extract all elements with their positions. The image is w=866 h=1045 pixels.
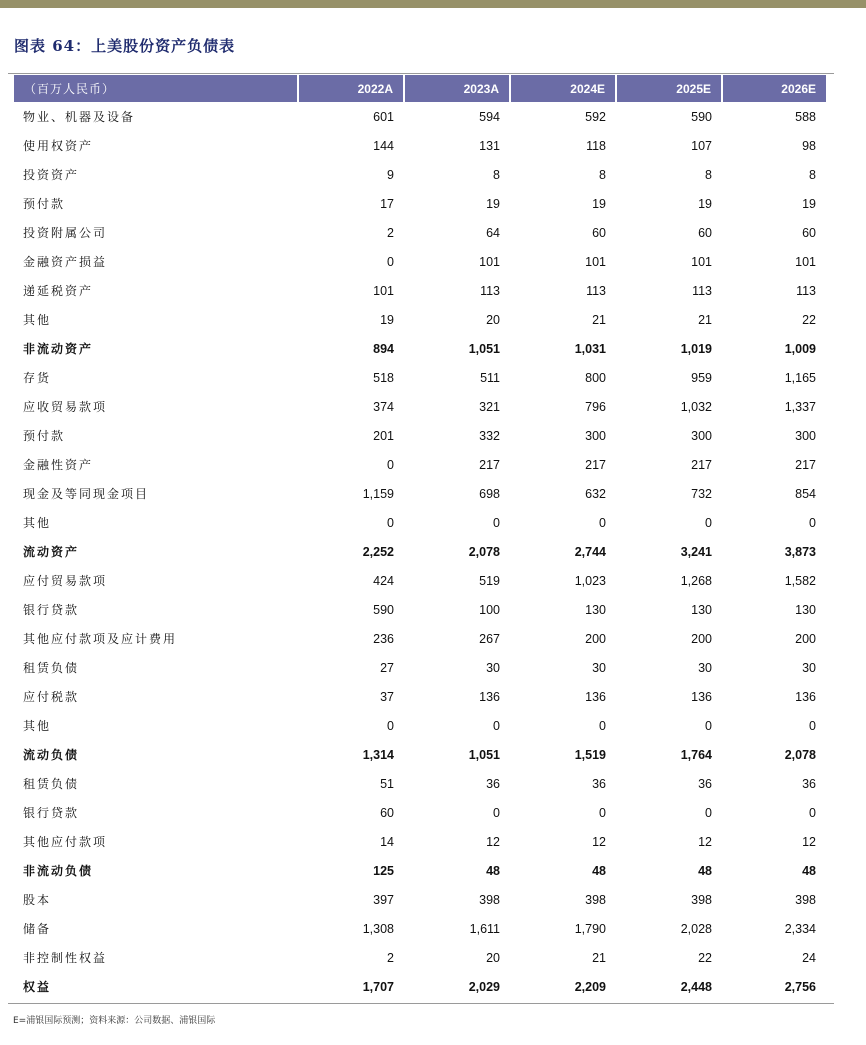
- row-value: 0: [809, 515, 816, 530]
- row-value: 20: [486, 950, 500, 965]
- row-value: 0: [599, 718, 606, 733]
- row-value: 60: [380, 805, 394, 820]
- row-value: 267: [479, 631, 500, 646]
- row-value: 1,268: [680, 573, 712, 588]
- row-value: 424: [373, 573, 394, 588]
- row-value: 8: [493, 167, 500, 182]
- table-row: [14, 363, 826, 392]
- row-value: 14: [380, 834, 394, 849]
- row-value: 17: [380, 196, 394, 211]
- row-value: 130: [585, 602, 606, 617]
- row-value: 22: [698, 950, 712, 965]
- row-value: 19: [592, 196, 606, 211]
- row-value: 0: [705, 805, 712, 820]
- row-label: 其他: [23, 719, 52, 733]
- row-label: 物业、机器及设备: [23, 110, 136, 124]
- row-value: 136: [691, 689, 712, 704]
- row-value: 300: [795, 428, 816, 443]
- table-row: [14, 450, 826, 479]
- table-top-rule: [8, 73, 834, 74]
- table-row: [14, 131, 826, 160]
- row-value: 113: [480, 283, 500, 298]
- row-label: 存货: [23, 371, 52, 385]
- table-row: [14, 566, 826, 595]
- row-value: 36: [592, 776, 606, 791]
- table-row: [14, 943, 826, 972]
- row-label: 金融资产损益: [23, 255, 108, 269]
- row-value: 19: [486, 196, 500, 211]
- row-value: 2,028: [680, 921, 712, 936]
- row-value: 22: [802, 312, 816, 327]
- row-value: 113: [796, 283, 816, 298]
- row-label: 其他应付款项及应计费用: [23, 632, 178, 646]
- row-value: 398: [691, 892, 712, 907]
- row-value: 36: [802, 776, 816, 791]
- table-row: [14, 624, 826, 653]
- row-value: 511: [480, 370, 500, 385]
- table-row: [14, 102, 826, 131]
- row-value: 2: [387, 225, 394, 240]
- row-label: 其他: [23, 516, 52, 530]
- row-value: 12: [486, 834, 500, 849]
- row-value: 200: [585, 631, 606, 646]
- table-row: [14, 305, 826, 334]
- row-value: 9: [387, 167, 394, 182]
- row-value: 101: [373, 283, 394, 298]
- row-value: 101: [479, 254, 500, 269]
- row-label: 现金及等同现金项目: [23, 487, 150, 501]
- table-row: [14, 276, 826, 305]
- row-value: 101: [585, 254, 606, 269]
- table-row: [14, 218, 826, 247]
- row-value: 1,051: [468, 341, 500, 356]
- row-value: 113: [692, 283, 712, 298]
- row-value: 19: [802, 196, 816, 211]
- row-value: 136: [795, 689, 816, 704]
- row-value: 118: [586, 138, 606, 153]
- table-header-row: [14, 75, 826, 102]
- row-value: 51: [380, 776, 394, 791]
- row-value: 1,159: [362, 486, 394, 501]
- row-value: 2: [387, 950, 394, 965]
- row-label: 其他: [23, 313, 52, 327]
- row-value: 200: [691, 631, 712, 646]
- row-value: 136: [585, 689, 606, 704]
- row-value: 2,252: [362, 544, 394, 559]
- table-row: [14, 769, 826, 798]
- year-header: 2024E: [510, 75, 616, 102]
- row-value: 200: [795, 631, 816, 646]
- table-row: [14, 740, 826, 769]
- row-label: 租赁负债: [23, 777, 80, 791]
- row-value: 1,519: [574, 747, 606, 762]
- row-label: 银行贷款: [23, 603, 80, 617]
- row-value: 21: [698, 312, 712, 327]
- table-row: [14, 421, 826, 450]
- row-value: 1,314: [362, 747, 394, 762]
- row-value: 397: [373, 892, 394, 907]
- row-label: 权益: [23, 980, 52, 994]
- row-value: 217: [691, 457, 712, 472]
- table-row: [14, 595, 826, 624]
- row-value: 48: [802, 863, 816, 878]
- row-value: 30: [592, 660, 606, 675]
- row-value: 332: [479, 428, 500, 443]
- top-color-band: [0, 0, 866, 8]
- row-label: 预付款: [23, 429, 66, 443]
- row-value: 201: [373, 428, 394, 443]
- row-label: 流动资产: [23, 545, 80, 559]
- table-row: [14, 856, 826, 885]
- row-value: 300: [585, 428, 606, 443]
- table-row: [14, 827, 826, 856]
- row-value: 101: [691, 254, 712, 269]
- row-value: 0: [705, 515, 712, 530]
- row-value: 12: [592, 834, 606, 849]
- row-value: 21: [592, 950, 606, 965]
- row-value: 1,165: [784, 370, 816, 385]
- row-value: 1,707: [362, 979, 394, 994]
- row-value: 374: [373, 399, 394, 414]
- row-value: 1,032: [680, 399, 712, 414]
- row-value: 594: [479, 109, 500, 124]
- table-row: [14, 479, 826, 508]
- row-value: 1,582: [784, 573, 816, 588]
- row-value: 217: [585, 457, 606, 472]
- row-value: 1,031: [574, 341, 606, 356]
- row-value: 30: [486, 660, 500, 675]
- table-row: [14, 247, 826, 276]
- year-header: 2026E: [722, 75, 826, 102]
- row-value: 732: [691, 486, 712, 501]
- row-value: 592: [585, 109, 606, 124]
- row-value: 2,334: [784, 921, 816, 936]
- row-label: 预付款: [23, 197, 66, 211]
- row-value: 48: [698, 863, 712, 878]
- row-value: 601: [373, 109, 394, 124]
- row-value: 321: [479, 399, 500, 414]
- row-value: 30: [802, 660, 816, 675]
- table-row: [14, 334, 826, 363]
- table-row: [14, 682, 826, 711]
- row-value: 12: [698, 834, 712, 849]
- table-row: [14, 537, 826, 566]
- row-label: 股本: [23, 893, 52, 907]
- row-value: 36: [698, 776, 712, 791]
- row-value: 300: [691, 428, 712, 443]
- row-value: 398: [795, 892, 816, 907]
- row-value: 632: [585, 486, 606, 501]
- row-value: 2,078: [468, 544, 500, 559]
- row-value: 1,611: [469, 921, 500, 936]
- row-value: 398: [585, 892, 606, 907]
- row-value: 0: [387, 457, 394, 472]
- row-value: 8: [599, 167, 606, 182]
- row-value: 60: [698, 225, 712, 240]
- row-value: 2,078: [784, 747, 816, 762]
- row-value: 1,023: [574, 573, 606, 588]
- row-value: 854: [795, 486, 816, 501]
- row-value: 894: [373, 341, 394, 356]
- row-label: 使用权资产: [23, 139, 94, 153]
- row-value: 1,337: [784, 399, 816, 414]
- row-value: 131: [479, 138, 500, 153]
- table-row: [14, 653, 826, 682]
- table-row: [14, 711, 826, 740]
- row-value: 64: [486, 225, 500, 240]
- row-value: 101: [795, 254, 816, 269]
- row-value: 2,209: [574, 979, 606, 994]
- row-value: 27: [380, 660, 394, 675]
- row-value: 698: [479, 486, 500, 501]
- table-row: [14, 508, 826, 537]
- row-value: 590: [691, 109, 712, 124]
- row-value: 8: [809, 167, 816, 182]
- table-row: [14, 189, 826, 218]
- year-header: 2022A: [298, 75, 404, 102]
- row-value: 1,009: [784, 341, 816, 356]
- row-value: 236: [373, 631, 394, 646]
- row-value: 1,790: [574, 921, 606, 936]
- row-value: 1,764: [680, 747, 712, 762]
- row-value: 100: [479, 602, 500, 617]
- row-value: 21: [592, 312, 606, 327]
- row-value: 19: [380, 312, 394, 327]
- row-label: 应付税款: [23, 690, 80, 704]
- unit-label-header: （百万人民币）: [14, 75, 298, 102]
- row-label: 储备: [23, 922, 52, 936]
- row-value: 136: [479, 689, 500, 704]
- row-value: 588: [795, 109, 816, 124]
- row-value: 2,744: [574, 544, 606, 559]
- table-row: [14, 972, 826, 1001]
- row-value: 0: [705, 718, 712, 733]
- row-label: 非控制性权益: [23, 951, 108, 965]
- row-label: 投资资产: [23, 168, 80, 182]
- row-value: 0: [493, 805, 500, 820]
- row-value: 217: [795, 457, 816, 472]
- row-value: 398: [479, 892, 500, 907]
- row-value: 518: [373, 370, 394, 385]
- row-value: 60: [802, 225, 816, 240]
- row-label: 非流动资产: [23, 342, 94, 356]
- row-value: 107: [691, 138, 712, 153]
- row-value: 2,029: [468, 979, 500, 994]
- row-value: 144: [373, 138, 394, 153]
- row-value: 2,448: [680, 979, 712, 994]
- figure-title: 图表 64：上美股份资产负债表: [14, 37, 236, 55]
- row-value: 130: [691, 602, 712, 617]
- row-label: 租赁负债: [23, 661, 80, 675]
- year-header: 2025E: [616, 75, 722, 102]
- row-label: 应付贸易款项: [23, 574, 108, 588]
- row-label: 流动负债: [23, 748, 80, 762]
- row-label: 投资附属公司: [23, 226, 108, 240]
- row-label: 金融性资产: [23, 458, 94, 472]
- row-value: 519: [479, 573, 500, 588]
- row-value: 590: [373, 602, 394, 617]
- row-value: 36: [486, 776, 500, 791]
- row-label: 其他应付款项: [23, 835, 108, 849]
- table-row: [14, 798, 826, 827]
- table-bottom-rule: [8, 1003, 834, 1004]
- row-value: 37: [380, 689, 394, 704]
- row-value: 60: [592, 225, 606, 240]
- row-value: 0: [493, 515, 500, 530]
- row-value: 24: [802, 950, 816, 965]
- row-value: 0: [387, 254, 394, 269]
- row-value: 98: [802, 138, 816, 153]
- source-footnote: E=浦银国际预测；资料来源：公司数据、浦银国际: [13, 1016, 216, 1026]
- table-row: [14, 392, 826, 421]
- row-value: 125: [373, 863, 394, 878]
- table-row: [14, 160, 826, 189]
- table-row: [14, 885, 826, 914]
- row-value: 8: [705, 167, 712, 182]
- row-value: 19: [698, 196, 712, 211]
- row-value: 20: [486, 312, 500, 327]
- year-header: 2023A: [404, 75, 510, 102]
- row-label: 非流动负债: [23, 864, 94, 878]
- row-value: 2,756: [784, 979, 816, 994]
- row-label: 银行贷款: [23, 806, 80, 820]
- row-value: 0: [809, 718, 816, 733]
- row-value: 0: [599, 805, 606, 820]
- row-value: 3,873: [784, 544, 816, 559]
- row-label: 递延税资产: [23, 284, 94, 298]
- row-value: 0: [809, 805, 816, 820]
- row-label: 应收贸易款项: [23, 400, 108, 414]
- row-value: 959: [691, 370, 712, 385]
- row-value: 0: [387, 515, 394, 530]
- row-value: 12: [802, 834, 816, 849]
- row-value: 130: [795, 602, 816, 617]
- row-value: 0: [599, 515, 606, 530]
- row-value: 1,019: [680, 341, 712, 356]
- balance-sheet-table: [14, 75, 826, 1001]
- row-value: 3,241: [680, 544, 712, 559]
- row-value: 48: [592, 863, 606, 878]
- row-value: 1,051: [468, 747, 500, 762]
- row-value: 30: [698, 660, 712, 675]
- row-value: 0: [387, 718, 394, 733]
- row-value: 0: [493, 718, 500, 733]
- row-value: 113: [586, 283, 606, 298]
- table-row: [14, 914, 826, 943]
- row-value: 796: [585, 399, 606, 414]
- row-value: 48: [486, 863, 500, 878]
- row-value: 217: [479, 457, 500, 472]
- row-value: 1,308: [362, 921, 394, 936]
- table-body: [14, 102, 826, 1001]
- row-value: 800: [585, 370, 606, 385]
